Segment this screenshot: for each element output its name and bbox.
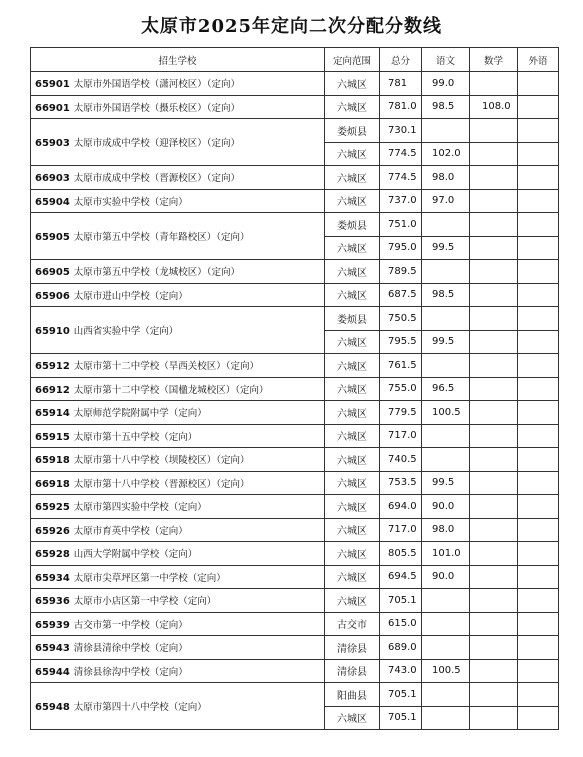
range-cell: 六城区 [325, 236, 380, 260]
chinese-score: 98.5 [422, 283, 470, 307]
foreign-score [518, 589, 559, 613]
school-name: 太原市进山中学校（定向） [73, 290, 188, 302]
math-score [470, 424, 518, 448]
math-score [470, 589, 518, 613]
chinese-score [422, 307, 470, 331]
chinese-score [422, 683, 470, 707]
school-name: 太原市第十八中学校（晋源校区）（定向） [73, 478, 250, 490]
range-cell: 六城区 [325, 377, 380, 401]
chinese-score: 97.0 [422, 189, 470, 213]
school-name: 太原市第十二中学校（旱西关校区）（定向） [73, 361, 260, 373]
math-score [470, 401, 518, 425]
range-cell: 六城区 [325, 495, 380, 519]
total-score: 737.0 [380, 189, 422, 213]
total-score: 743.0 [380, 659, 422, 683]
total-score: 795.5 [380, 330, 422, 354]
school-name: 古交市第一中学校（定向） [73, 619, 188, 631]
school-code: 65914 [35, 408, 70, 420]
math-score [470, 72, 518, 96]
chinese-score: 98.0 [422, 518, 470, 542]
school-cell [31, 448, 325, 472]
range-cell: 六城区 [325, 589, 380, 613]
school-name: 太原市成成中学校（迎泽校区）（定向） [73, 138, 241, 149]
school-name: 太原市第十二中学校（国楹龙城校区）（定向） [73, 384, 269, 396]
total-score: 689.0 [380, 636, 422, 660]
range-cell: 六城区 [325, 448, 380, 472]
table-row [31, 495, 559, 519]
total-score: 717.0 [380, 518, 422, 542]
header-chinese: 语文 [422, 48, 470, 72]
chinese-score: 96.5 [422, 377, 470, 401]
school-code: 65904 [35, 196, 70, 208]
foreign-score [518, 354, 559, 378]
chinese-score: 90.0 [422, 565, 470, 589]
school-code: 65910 [35, 326, 70, 337]
foreign-score [518, 330, 559, 354]
school-cell [31, 471, 325, 495]
foreign-score [518, 95, 559, 119]
table-row [31, 659, 559, 683]
foreign-score [518, 518, 559, 542]
foreign-score [518, 542, 559, 566]
range-cell: 六城区 [325, 354, 380, 378]
school-code: 66912 [35, 384, 70, 396]
school-name: 太原市第五中学校（青年路校区）（定向） [73, 232, 250, 243]
chinese-score: 98.0 [422, 166, 470, 190]
table-row [31, 565, 559, 589]
chinese-score: 90.0 [422, 495, 470, 519]
school-code: 65925 [35, 502, 70, 514]
school-name: 太原市成成中学校（晋源校区）（定向） [73, 173, 241, 185]
range-cell: 六城区 [325, 95, 380, 119]
header-foreign: 外语 [518, 48, 559, 72]
chinese-score: 99.5 [422, 330, 470, 354]
math-score [470, 213, 518, 237]
range-cell: 六城区 [325, 283, 380, 307]
range-cell: 六城区 [325, 330, 380, 354]
school-cell [31, 260, 325, 284]
table-row [31, 471, 559, 495]
total-score: 694.0 [380, 495, 422, 519]
total-score: 615.0 [380, 612, 422, 636]
math-score [470, 636, 518, 660]
school-cell [31, 95, 325, 119]
school-name: 清徐县清徐中学校（定向） [73, 643, 188, 655]
school-code: 65906 [35, 290, 70, 302]
school-code: 65915 [35, 431, 70, 443]
chinese-score: 99.5 [422, 236, 470, 260]
math-score [470, 307, 518, 331]
chinese-score [422, 636, 470, 660]
header-total: 总分 [380, 48, 422, 72]
school-code: 65905 [35, 232, 70, 243]
table-row [31, 401, 559, 425]
table-row [31, 424, 559, 448]
school-cell [31, 189, 325, 213]
school-cell [31, 518, 325, 542]
school-code: 65912 [35, 361, 70, 373]
school-code: 66903 [35, 173, 70, 185]
school-code: 65926 [35, 525, 70, 537]
school-code: 65901 [35, 79, 70, 91]
chinese-score [422, 424, 470, 448]
math-score [470, 612, 518, 636]
range-cell: 六城区 [325, 518, 380, 542]
total-score: 751.0 [380, 213, 422, 237]
foreign-score [518, 683, 559, 707]
school-name: 山西大学附属中学校（定向） [73, 549, 198, 561]
math-score [470, 471, 518, 495]
school-code: 66918 [35, 478, 70, 490]
foreign-score [518, 424, 559, 448]
school-name: 太原市第四实验中学校（定向） [73, 502, 207, 514]
school-cell [31, 683, 325, 730]
total-score: 781.0 [380, 95, 422, 119]
school-name: 清徐县徐沟中学校（定向） [73, 666, 188, 678]
foreign-score [518, 142, 559, 166]
school-name: 太原市尖草坪区第一中学校（定向） [73, 572, 226, 584]
foreign-score [518, 213, 559, 237]
total-score: 774.5 [380, 166, 422, 190]
total-score: 755.0 [380, 377, 422, 401]
chinese-score [422, 213, 470, 237]
range-cell: 六城区 [325, 471, 380, 495]
foreign-score [518, 612, 559, 636]
total-score: 774.5 [380, 142, 422, 166]
math-score [470, 330, 518, 354]
school-name: 太原师范学院附属中学（定向） [73, 408, 207, 420]
table-row [31, 542, 559, 566]
chinese-score [422, 589, 470, 613]
range-cell: 六城区 [325, 542, 380, 566]
foreign-score [518, 495, 559, 519]
math-score [470, 260, 518, 284]
range-cell: 六城区 [325, 424, 380, 448]
range-cell: 清徐县 [325, 636, 380, 660]
table-row [31, 72, 559, 96]
range-cell: 六城区 [325, 260, 380, 284]
foreign-score [518, 471, 559, 495]
chinese-score [422, 706, 470, 730]
math-score [470, 542, 518, 566]
foreign-score [518, 401, 559, 425]
school-name: 太原市育英中学校（定向） [73, 525, 188, 537]
school-code: 66901 [35, 102, 70, 114]
foreign-score [518, 377, 559, 401]
school-cell [31, 213, 325, 260]
school-cell [31, 636, 325, 660]
total-score: 781 [380, 72, 422, 96]
school-code: 65944 [35, 666, 70, 678]
chinese-score: 101.0 [422, 542, 470, 566]
total-score: 705.1 [380, 706, 422, 730]
range-cell: 娄烦县 [325, 307, 380, 331]
math-score [470, 119, 518, 143]
school-name: 太原市第四十八中学校（定向） [73, 702, 207, 713]
chinese-score [422, 448, 470, 472]
range-cell: 娄烦县 [325, 119, 380, 143]
school-cell [31, 354, 325, 378]
school-code: 65903 [35, 138, 70, 149]
table-row [31, 189, 559, 213]
chinese-score [422, 612, 470, 636]
school-name: 山西省实验中学（定向） [73, 326, 179, 337]
school-code: 65943 [35, 643, 70, 655]
total-score: 730.1 [380, 119, 422, 143]
total-score: 789.5 [380, 260, 422, 284]
foreign-score [518, 307, 559, 331]
table-row [31, 354, 559, 378]
table-header-row [31, 48, 559, 72]
school-cell [31, 542, 325, 566]
school-code: 65918 [35, 455, 70, 467]
foreign-score [518, 119, 559, 143]
school-cell [31, 589, 325, 613]
school-code: 65939 [35, 619, 70, 631]
school-cell [31, 166, 325, 190]
foreign-score [518, 706, 559, 730]
math-score [470, 377, 518, 401]
school-name: 太原市第十八中学校（坝陵校区）（定向） [73, 455, 250, 467]
math-score [470, 448, 518, 472]
math-score [470, 166, 518, 190]
table-row [31, 283, 559, 307]
table-row [31, 166, 559, 190]
table-row [31, 260, 559, 284]
total-score: 717.0 [380, 424, 422, 448]
chinese-score [422, 260, 470, 284]
school-cell [31, 283, 325, 307]
school-code: 65936 [35, 596, 70, 608]
foreign-score [518, 260, 559, 284]
school-cell [31, 401, 325, 425]
school-name: 太原市小店区第一中学校（定向） [73, 596, 217, 608]
school-name: 太原市外国语学校（摄乐校区）（定向） [73, 102, 241, 114]
foreign-score [518, 636, 559, 660]
range-cell: 六城区 [325, 166, 380, 190]
total-score: 805.5 [380, 542, 422, 566]
foreign-score [518, 283, 559, 307]
math-score: 108.0 [470, 95, 518, 119]
score-table [30, 47, 559, 730]
total-score: 705.1 [380, 683, 422, 707]
foreign-score [518, 565, 559, 589]
range-cell: 六城区 [325, 401, 380, 425]
school-name: 太原市第五中学校（龙城校区）（定向） [73, 267, 241, 279]
foreign-score [518, 659, 559, 683]
school-name: 太原市外国语学校（潇河校区）（定向） [73, 79, 241, 91]
table-row [31, 307, 559, 331]
school-cell [31, 612, 325, 636]
score-table-body [31, 72, 559, 730]
school-code: 66905 [35, 267, 70, 279]
table-row [31, 636, 559, 660]
table-row [31, 377, 559, 401]
range-cell: 六城区 [325, 706, 380, 730]
total-score: 795.0 [380, 236, 422, 260]
total-score: 753.5 [380, 471, 422, 495]
range-cell: 六城区 [325, 189, 380, 213]
foreign-score [518, 166, 559, 190]
range-cell: 六城区 [325, 565, 380, 589]
total-score: 694.5 [380, 565, 422, 589]
math-score [470, 142, 518, 166]
table-row [31, 213, 559, 237]
math-score [470, 283, 518, 307]
chinese-score [422, 354, 470, 378]
school-cell [31, 495, 325, 519]
foreign-score [518, 236, 559, 260]
total-score: 761.5 [380, 354, 422, 378]
range-cell: 古交市 [325, 612, 380, 636]
total-score: 705.1 [380, 589, 422, 613]
math-score [470, 706, 518, 730]
total-score: 687.5 [380, 283, 422, 307]
table-row [31, 119, 559, 143]
math-score [470, 236, 518, 260]
chinese-score: 100.5 [422, 401, 470, 425]
foreign-score [518, 189, 559, 213]
header-range: 定向范围 [325, 48, 380, 72]
school-code: 65948 [35, 702, 70, 713]
school-code: 65928 [35, 549, 70, 561]
page-title: 太原市2025年定向二次分配分数线 [140, 16, 443, 37]
table-row [31, 518, 559, 542]
total-score: 750.5 [380, 307, 422, 331]
table-row [31, 589, 559, 613]
school-cell [31, 377, 325, 401]
total-score: 779.5 [380, 401, 422, 425]
math-score [470, 659, 518, 683]
chinese-score: 100.5 [422, 659, 470, 683]
table-row [31, 448, 559, 472]
table-row [31, 95, 559, 119]
math-score [470, 683, 518, 707]
math-score [470, 354, 518, 378]
school-cell [31, 307, 325, 354]
header-math: 数学 [470, 48, 518, 72]
school-cell [31, 659, 325, 683]
school-cell [31, 119, 325, 166]
table-row [31, 612, 559, 636]
range-cell: 六城区 [325, 72, 380, 96]
chinese-score: 99.5 [422, 471, 470, 495]
total-score: 740.5 [380, 448, 422, 472]
range-cell: 娄烦县 [325, 213, 380, 237]
math-score [470, 189, 518, 213]
school-cell [31, 72, 325, 96]
school-code: 65934 [35, 572, 70, 584]
header-school: 招生学校 [31, 48, 325, 72]
table-row [31, 683, 559, 707]
range-cell: 阳曲县 [325, 683, 380, 707]
math-score [470, 495, 518, 519]
range-cell: 清徐县 [325, 659, 380, 683]
chinese-score: 102.0 [422, 142, 470, 166]
math-score [470, 518, 518, 542]
chinese-score: 99.0 [422, 72, 470, 96]
school-name: 太原市实验中学校（定向） [73, 196, 188, 208]
math-score [470, 565, 518, 589]
chinese-score [422, 119, 470, 143]
school-cell [31, 565, 325, 589]
foreign-score [518, 448, 559, 472]
school-name: 太原市第十五中学校（定向） [73, 431, 198, 443]
range-cell: 六城区 [325, 142, 380, 166]
school-cell [31, 424, 325, 448]
chinese-score: 98.5 [422, 95, 470, 119]
foreign-score [518, 72, 559, 96]
